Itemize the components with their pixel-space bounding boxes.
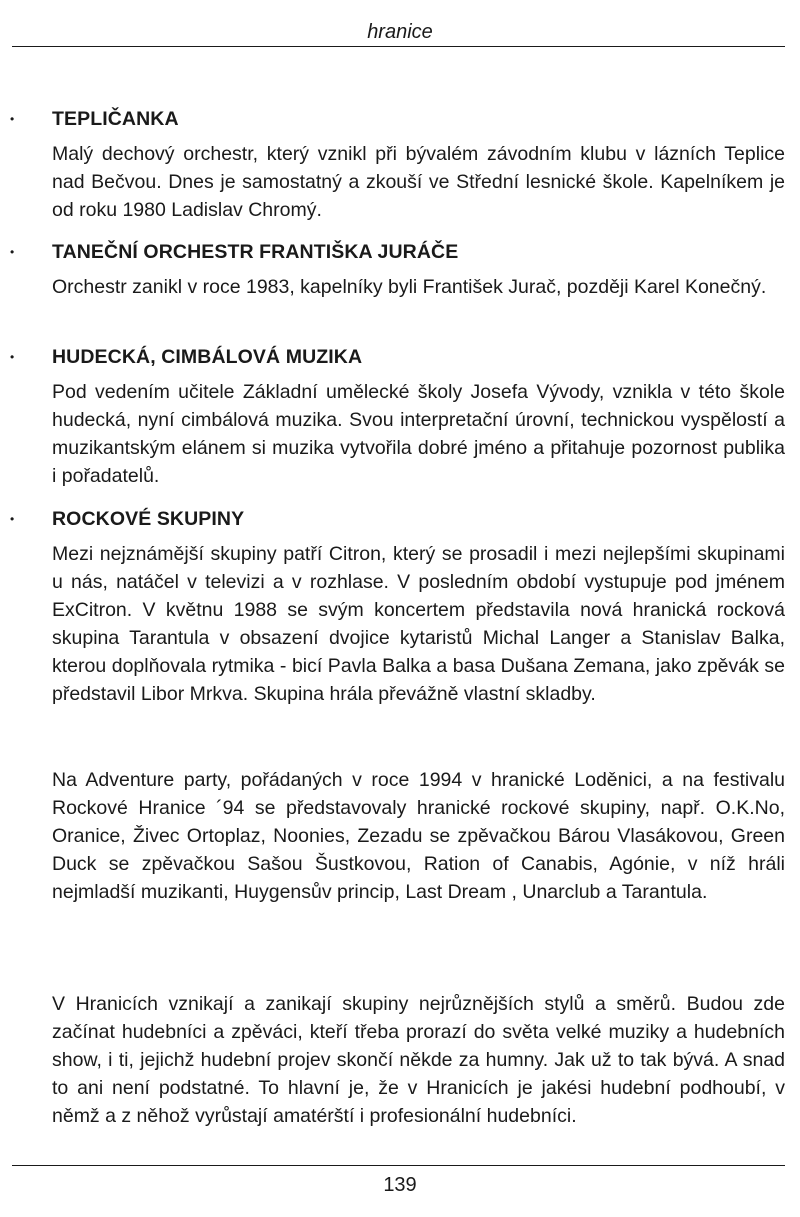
section-paragraph: Malý dechový orchestr, který vznikl při bývalém závodním klubu v lázních Teplice nad Bečvou. Dnes je samostatný a zkouší ve Střední lesnické škole. Kapelníkem je od roku 1980 Ladislav Chromý.	[52, 143, 785, 221]
bullet-icon: •	[10, 245, 15, 259]
bullet-icon: •	[10, 512, 15, 526]
bullet-icon: •	[10, 112, 15, 126]
header-rule	[12, 46, 785, 47]
section-paragraph: Na Adventure party, pořádaných v roce 1994 v hranické Loděnici, a na festivalu Rockové Hranice ´94 se představovaly hranické rockové skupiny, např. O.K.No, Oranice, Živec Ortoplaz, Noonies, Zezadu se zpěvačkou Bárou Vlasákovou, Green Duck se zpěvačkou Sašou Šustkovou, Ration of Canabis, Agónie, v níž hráli nejmladší muzikanti, Huygensův princip, Last Dream , Unarclub a Tarantula.	[52, 769, 785, 903]
section-paragraph: V Hranicích vznikají a zanikají skupiny nejrůznějších stylů a směrů. Budou zde začínat hudebníci a zpěváci, kteří třeba prorazí do světa velké muziky a hudebních show, i ti, jejichž hudební projev skončí někde za humny. Jak už to tak bývá. A snad to ani není podstatné. To hlavní je, že v Hranicích je jakési hudební podhoubí, v němž a z něhož vyrůstají amatérští i profesionální hudebníci.	[52, 993, 785, 1127]
bullet-icon: •	[10, 350, 15, 364]
section-heading: TANEČNÍ ORCHESTR FRANTIŠKA JURÁČE	[52, 241, 459, 263]
page-number: 139	[383, 1174, 417, 1196]
section-paragraph: Orchestr zanikl v roce 1983, kapelníky byli František Jurač, později Karel Konečný.	[52, 276, 767, 298]
section-heading: TEPLIČANKA	[52, 108, 179, 130]
section-paragraph: Pod vedením učitele Základní umělecké školy Josefa Vývody, vznikla v této škole hudecká, nyní cimbálová muzika. Svou interpretační úrovní, technickou vyspělostí a muzikantským elánem si muzika vytvořila dobré jméno a přitahuje pozornost publika i pořadatelů.	[52, 381, 785, 487]
running-header-title: hranice	[367, 21, 433, 43]
section-heading: HUDECKÁ, CIMBÁLOVÁ MUZIKA	[52, 346, 363, 368]
footer-rule	[12, 1165, 785, 1166]
section-paragraph: Mezi nejznámější skupiny patří Citron, který se prosadil i mezi nejlepšími skupinami u nás, natáčel v televizi a v rozhlase. V posledním období vystupuje pod jménem ExCitron. V květnu 1988 se svým koncertem představila nová hranická rocková skupina Tarantula v obsazení dvojice kytaristů Michal Langer a Stanislav Balka, kterou doplňovala rytmika - bicí Pavla Balka a basa Dušana Zemana, jako zpěvák se představil Libor Mrkva. Skupina hrála převážně vlastní skladby.	[52, 543, 785, 705]
section-heading: ROCKOVÉ SKUPINY	[52, 508, 245, 530]
